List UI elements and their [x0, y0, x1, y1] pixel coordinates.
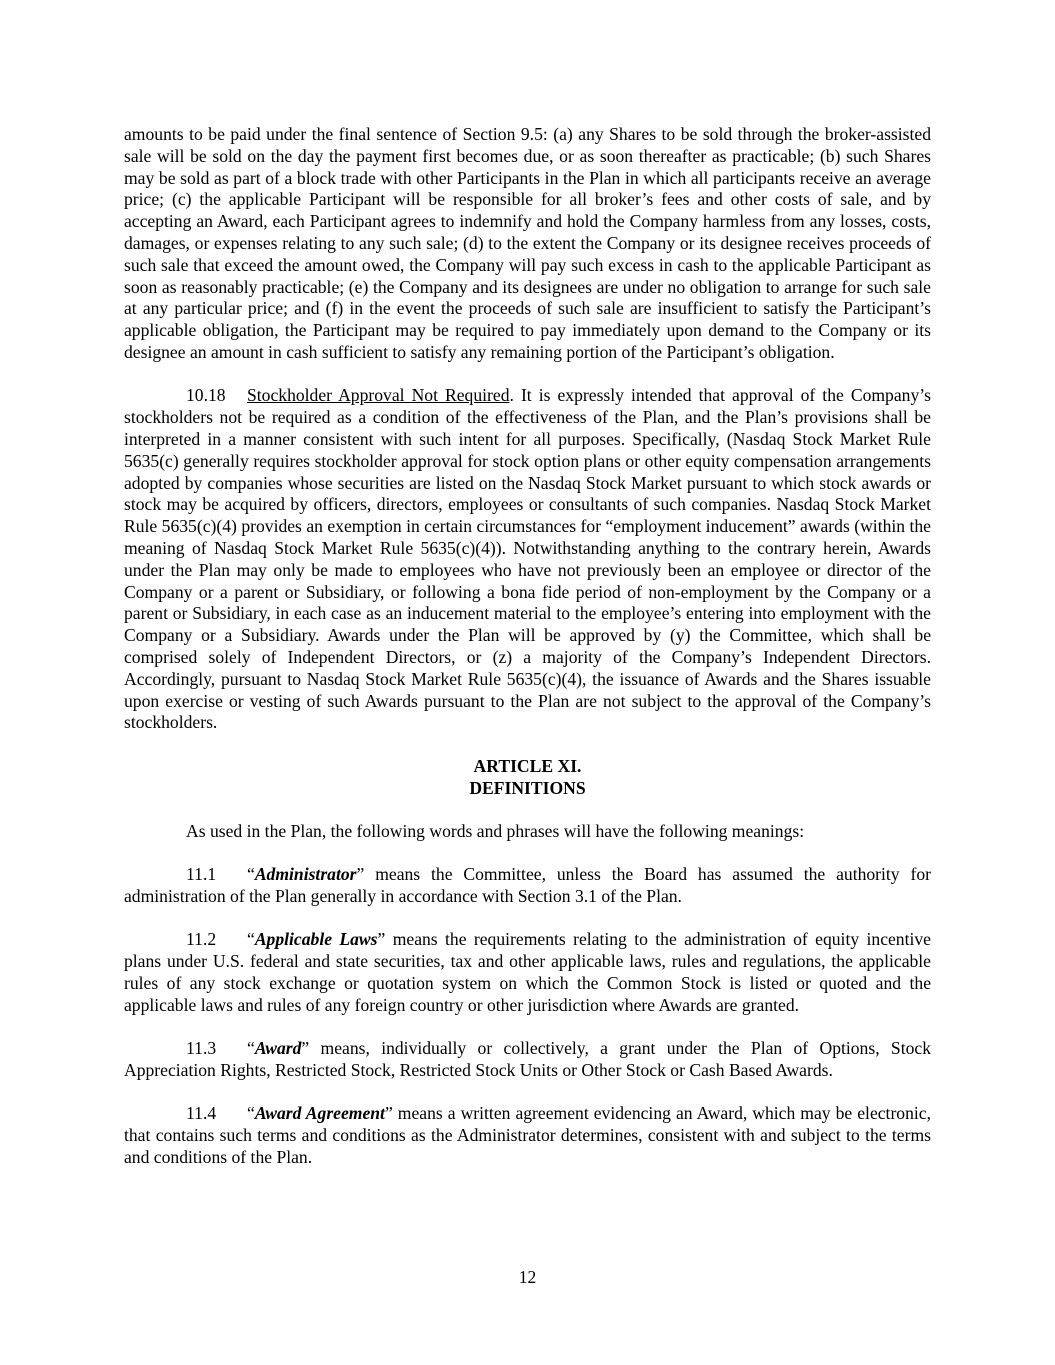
article-number: ARTICLE XI. — [473, 755, 582, 776]
article-title: DEFINITIONS — [469, 777, 586, 798]
open-quote: “ — [247, 1103, 255, 1124]
section-title: Stockholder Approval Not Required — [247, 385, 510, 406]
defined-term: Award — [254, 1038, 302, 1059]
defined-term: Administrator — [254, 864, 357, 885]
definition-11-3 — [124, 1038, 931, 1082]
article-heading — [124, 756, 931, 800]
definition-11-4 — [124, 1103, 931, 1168]
definition-number: 11.4 — [186, 1103, 217, 1124]
definition-text: ” means the Committee, unless the Board has assumed the authority for administration of the Plan generally in accordance with Section 3.1 of the Plan. — [124, 864, 931, 907]
definition-11-1 — [124, 864, 931, 908]
defined-term: Applicable Laws — [254, 929, 378, 950]
definition-text: ” means the requirements relating to the administration of equity incentive plans under U.S. federal and state securities, tax and other applicable laws, rules and regulations, the applicable rules of any stock exchange or quotation system on which the Common Stock is listed or quoted and the applicable laws and rules of any foreign country or other jurisdiction where Awards are granted. — [124, 929, 931, 1015]
page-number: 12 — [518, 1267, 537, 1287]
document-page — [124, 124, 931, 1169]
definition-text: ” means, individually or collectively, a grant under the Plan of Options, Stock Appreciation Rights, Restricted Stock, Restricted Stock Units or Other Stock or Cash Based Awards. — [124, 1038, 931, 1081]
section-body: It is expressly intended that approval of the Company’s stockholders not be required as a condition of the effectiveness of the Plan, and the Plan’s provisions shall be interpreted in a manner consistent with such intent for all purposes. Specifically, (Nasdaq Stock Market Rule 5635(c) generally requires stockholder approval for stock option plans or other equity compensation arrangements adopted by companies whose securities are listed on the Nasdaq Stock Market pursuant to which stock awards or stock may be acquired by officers, directors, employees or consultants of such companies. Nasdaq Stock Market Rule 5635(c)(4) provides an exemption in certain circumstances for “employment inducement” awards (within the meaning of Nasdaq Stock Market Rule 5635(c)(4)). Notwithstanding anything to the contrary herein, Awards under the Plan may only be made to employees who have not previously been an employee or director of the Company or a parent or Subsidiary, or following a bona fide period of non-employment by the Company or a parent or Subsidiary, in each case as an inducement material to the employee’s entering into employment with the Company or a Subsidiary. Awards under the Plan will be approved by (y) the Committee, which shall be comprised solely of Independent Directors, or (z) a majority of the Company’s Independent Directors. Accordingly, pursuant to Nasdaq Stock Market Rule 5635(c)(4), the issuance of Awards and the Shares issuable upon exercise or vesting of such Awards pursuant to the Plan are not subject to the approval of the Company’s stockholders. — [124, 385, 931, 733]
definition-text: ” means a written agreement evidencing an Award, which may be electronic, that contains such terms and conditions as the Administrator determines, consistent with and subject to the terms and conditions of the Plan. — [124, 1103, 931, 1168]
section-title-end: . — [509, 385, 514, 406]
open-quote: “ — [247, 1038, 255, 1059]
definitions-intro: As used in the Plan, the following words and phrases will have the following meanings: — [186, 820, 805, 841]
definition-number: 11.2 — [186, 929, 217, 950]
defined-term: Award Agreement — [254, 1103, 385, 1124]
section-10-18 — [124, 385, 931, 734]
definition-11-2 — [124, 929, 931, 1016]
continuation-paragraph: amounts to be paid under the final sentence of Section 9.5: (a) any Shares to be sold through the broker-assisted sale will be sold on the day the payment first becomes due, or as soon thereafter as practicable; (b) such Shares may be sold as part of a block trade with other Participants in the Plan in which all participants receive an average price; (c) the applicable Participant will be responsible for all broker’s fees and other costs of sale, and by accepting an Award, each Participant agrees to indemnify and hold the Company harmless from any losses, costs, damages, or expenses relating to any such sale; (d) to the extent the Company or its designee receives proceeds of such sale that exceed the amount owed, the Company will pay such excess in cash to the applicable Participant as soon as reasonably practicable; (e) the Company and its designees are under no obligation to arrange for such sale at any particular price; and (f) in the event the proceeds of such sale are insufficient to satisfy the Participant’s applicable obligation, the Participant may be required to pay immediately upon demand to the Company or its designee an amount in cash sufficient to satisfy any remaining portion of the Participant’s obligation. — [124, 124, 931, 362]
open-quote: “ — [247, 929, 255, 950]
section-number: 10.18 — [186, 385, 226, 406]
open-quote: “ — [247, 864, 255, 885]
definition-number: 11.3 — [186, 1038, 217, 1059]
definition-number: 11.1 — [186, 864, 217, 885]
